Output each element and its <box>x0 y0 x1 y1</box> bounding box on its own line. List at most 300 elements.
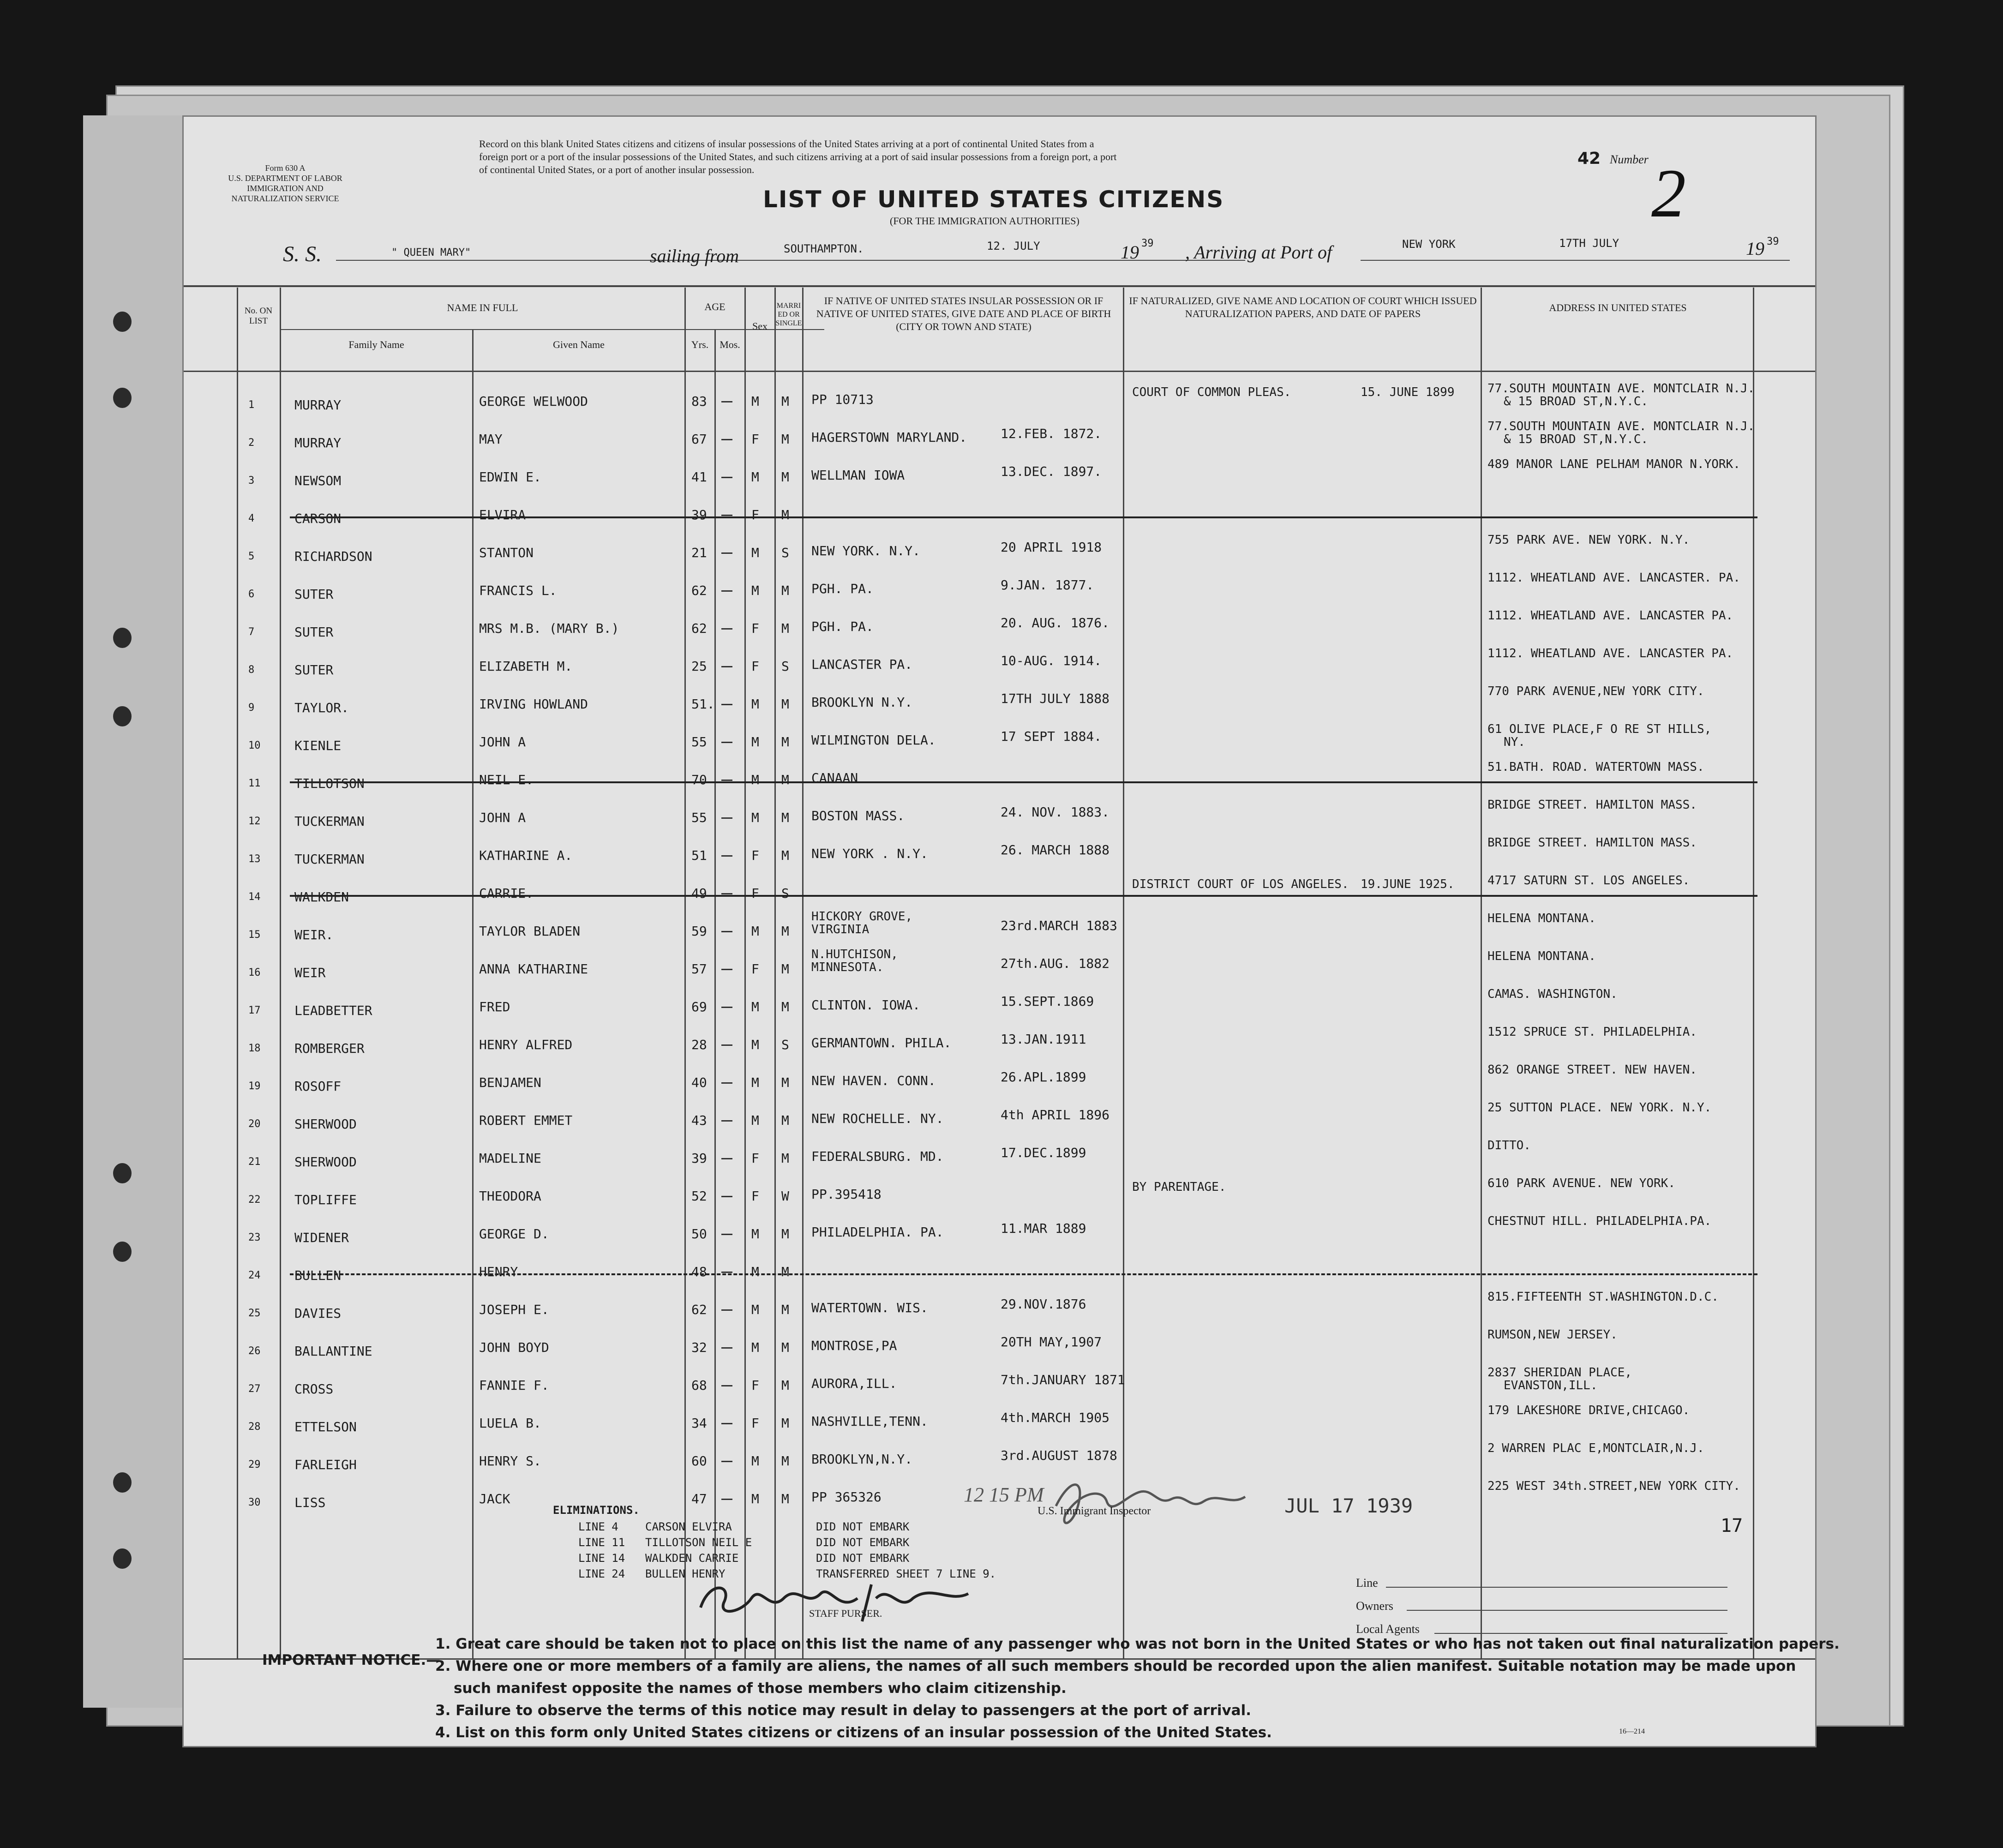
given-name: ROBERT EMMET <box>479 1113 573 1128</box>
given-name: JOHN A <box>479 734 526 750</box>
row-number: 19 <box>248 1080 261 1092</box>
birth-place: WELLMAN IOWA <box>811 468 905 483</box>
family-name: WALKDEN <box>294 889 349 905</box>
row-number: 27 <box>248 1383 261 1395</box>
family-name: TOPLIFFE <box>294 1192 357 1207</box>
sex: M <box>751 1453 759 1469</box>
row-number: 25 <box>248 1308 261 1319</box>
given-name: GEORGE D. <box>479 1226 549 1242</box>
birth-place: N.HUTCHISON, <box>811 948 898 961</box>
given-name: HENRY <box>479 1264 518 1279</box>
sailing-from-label: sailing from <box>650 246 739 266</box>
row-number: 20 <box>248 1118 261 1130</box>
family-name: SUTER <box>294 624 334 640</box>
family-name: RICHARDSON <box>294 549 372 564</box>
months-dash <box>721 817 732 819</box>
list-number: 42 <box>1577 149 1601 168</box>
address: HELENA MONTANA. <box>1487 949 1596 963</box>
address: 862 ORANGE STREET. NEW HAVEN. <box>1487 1063 1697 1077</box>
sex: F <box>751 961 759 977</box>
birth-place: NEW YORK . N.Y. <box>811 846 928 861</box>
birth-place: GERMANTOWN. PHILA. <box>811 1035 952 1050</box>
address: 51.BATH. ROAD. WATERTOWN MASS. <box>1487 760 1704 774</box>
name-age-subrule <box>280 329 824 330</box>
family-name: WEIR <box>294 965 326 980</box>
birth-date: 29.NOV.1876 <box>1001 1296 1086 1312</box>
marital-status: M <box>781 507 789 522</box>
marital-status: M <box>781 432 789 447</box>
col-rule <box>744 288 746 1658</box>
family-name: ETTELSON <box>294 1419 357 1434</box>
row-number: 9 <box>248 702 255 714</box>
inspector-stamp-date: JUL 17 1939 <box>1284 1494 1413 1517</box>
address-line-2: & 15 BROAD ST,N.Y.C. <box>1504 395 1649 408</box>
family-name: TILLOTSON <box>294 776 365 791</box>
sex: M <box>751 394 759 409</box>
row-number: 1 <box>248 399 255 411</box>
months-dash <box>721 1044 732 1046</box>
sex: M <box>751 924 759 939</box>
address: 77.SOUTH MOUNTAIN AVE. MONTCLAIR N.J. <box>1487 420 1755 433</box>
given-name: ELVIRA <box>479 507 526 522</box>
family-name: BULLEN <box>294 1268 342 1283</box>
marital-status: M <box>781 1378 789 1393</box>
age-years: 60 <box>691 1453 707 1469</box>
age-years: 62 <box>691 1302 707 1317</box>
given-name: FRANCIS L. <box>479 583 557 598</box>
age-years: 49 <box>691 886 707 901</box>
row-number: 21 <box>248 1156 261 1168</box>
age-years: 39 <box>691 1151 707 1166</box>
instructions-line-2: foreign port or a port of the insular possessions of the United States, and such citizens arriving at a port of said insular possessions from a foreign port, a port <box>479 151 1117 162</box>
col-rule <box>1123 288 1124 1658</box>
marital-status: M <box>781 621 789 636</box>
notice-heading: IMPORTANT NOTICE.— <box>262 1652 441 1668</box>
address: HELENA MONTANA. <box>1487 912 1596 925</box>
family-name: TUCKERMAN <box>294 814 365 829</box>
birth-place: NEW ROCHELLE. NY. <box>811 1111 944 1126</box>
punch-hole <box>113 1472 132 1493</box>
age-years: 51 <box>691 848 707 863</box>
sex: M <box>751 1340 759 1355</box>
marital-status: M <box>781 999 789 1014</box>
instructions-line-3: of continental United States, or a port of another insular possession. <box>479 164 755 175</box>
birth-date: 7th.JANUARY 1871 <box>1001 1372 1125 1387</box>
owners-label: Owners <box>1356 1599 1393 1613</box>
months-dash <box>721 742 732 743</box>
col-header-family-name: Family Name <box>348 339 404 350</box>
notice-item-4: 4. List on this form only United States citizens or citizens of an insular possession of the United States. <box>435 1724 1272 1741</box>
months-dash <box>721 439 732 440</box>
family-name: NEWSOM <box>294 473 342 488</box>
age-years: 83 <box>691 394 707 409</box>
age-years: 59 <box>691 924 707 939</box>
punch-hole <box>113 706 132 726</box>
family-name: DAVIES <box>294 1306 342 1321</box>
ship-name: " QUEEN MARY" <box>391 247 471 258</box>
birth-place: FEDERALSBURG. MD. <box>811 1149 944 1164</box>
age-years: 51. <box>691 696 715 712</box>
age-years: 21 <box>691 545 707 560</box>
table-header-bottom <box>184 371 1815 372</box>
address: BRIDGE STREET. HAMILTON MASS. <box>1487 836 1697 850</box>
family-name: CROSS <box>294 1381 334 1397</box>
address: 770 PARK AVENUE,NEW YORK CITY. <box>1487 684 1704 698</box>
address: 1112. WHEATLAND AVE. LANCASTER PA. <box>1487 609 1733 623</box>
handwritten-sheet-number: 2 <box>1651 155 1686 232</box>
address: RUMSON,NEW JERSEY. <box>1487 1328 1618 1342</box>
address: 815.FIFTEENTH ST.WASHINGTON.D.C. <box>1487 1290 1719 1304</box>
family-name: SUTER <box>294 587 334 602</box>
sex: M <box>751 772 759 787</box>
sex: F <box>751 1378 759 1393</box>
months-dash <box>721 477 732 478</box>
row-number: 28 <box>248 1421 261 1433</box>
family-name: BALLANTINE <box>294 1344 372 1359</box>
year-suffix: 39 <box>1141 238 1154 249</box>
age-years: 43 <box>691 1113 707 1128</box>
marital-status: S <box>781 1037 789 1052</box>
age-years: 62 <box>691 583 707 598</box>
col-header-married-single: MARRIED OR SINGLE <box>775 302 802 327</box>
sex: F <box>751 886 759 901</box>
address: 2837 SHERIDAN PLACE, <box>1487 1366 1632 1380</box>
family-name: FARLEIGH <box>294 1457 357 1472</box>
months-dash <box>721 1007 732 1008</box>
birth-date: 11.MAR 1889 <box>1001 1221 1086 1236</box>
birth-place: PHILADELPHIA. PA. <box>811 1224 944 1240</box>
col-header-address: ADDRESS IN UNITED STATES <box>1549 302 1687 313</box>
sex: F <box>751 659 759 674</box>
age-years: 48 <box>691 1264 707 1279</box>
col-header-naturalized: IF NATURALIZED, GIVE NAME AND LOCATION OF COURT WHICH ISSUED NATURALIZATION PAPERS, AND DATE OF PAPERS <box>1129 295 1477 319</box>
address: BRIDGE STREET. HAMILTON MASS. <box>1487 798 1697 812</box>
birth-date: 17.DEC.1899 <box>1001 1145 1086 1160</box>
given-name: CARRIE. <box>479 886 534 901</box>
address-line-2: EVANSTON,ILL. <box>1504 1379 1598 1392</box>
address: 4717 SATURN ST. LOS ANGELES. <box>1487 874 1690 888</box>
months-dash <box>721 1423 732 1424</box>
address: 179 LAKESHORE DRIVE,CHICAGO. <box>1487 1404 1690 1417</box>
table-top-border <box>184 285 1815 287</box>
given-name: MRS M.B. (MARY B.) <box>479 621 619 636</box>
address: 1112. WHEATLAND AVE. LANCASTER PA. <box>1487 647 1733 660</box>
punch-hole <box>113 628 132 648</box>
row-number: 2 <box>248 437 255 449</box>
notice-item-2-cont: such manifest opposite the names of those members who claim citizenship. <box>454 1680 1067 1697</box>
marital-status: M <box>781 696 789 712</box>
punch-hole <box>113 388 132 408</box>
col-rule <box>802 288 804 1658</box>
naturalization-date: 19.JUNE 1925. <box>1361 877 1455 891</box>
marital-status: M <box>781 810 789 825</box>
sex: M <box>751 696 759 712</box>
birth-date: 23rd.MARCH 1883 <box>1001 918 1117 933</box>
number-label: Number <box>1610 153 1649 166</box>
age-years: 39 <box>691 507 707 522</box>
address: 1112. WHEATLAND AVE. LANCASTER. PA. <box>1487 571 1740 585</box>
birth-place: BOSTON MASS. <box>811 808 905 823</box>
given-name: LUELA B. <box>479 1416 541 1431</box>
address: 1512 SPRUCE ST. PHILADELPHIA. <box>1487 1025 1697 1039</box>
given-name: ELIZABETH M. <box>479 659 573 674</box>
row-number: 3 <box>248 475 255 486</box>
given-name: IRVING HOWLAND <box>479 696 588 712</box>
row-number: 16 <box>248 967 261 978</box>
sex: M <box>751 999 759 1014</box>
family-name: WIDENER <box>294 1230 349 1245</box>
birth-date: 26. MARCH 1888 <box>1001 842 1110 858</box>
age-years: 57 <box>691 961 707 977</box>
naturalization-court: BY PARENTAGE. <box>1132 1180 1226 1194</box>
months-dash <box>721 855 732 857</box>
birth-place: PP 10713 <box>811 392 874 407</box>
sex: M <box>751 1264 759 1279</box>
col-rule <box>1753 288 1754 1658</box>
sex: M <box>751 734 759 750</box>
department: U.S. DEPARTMENT OF LABOR <box>228 174 342 183</box>
months-dash <box>721 1082 732 1084</box>
given-name: NEIL E. <box>479 772 534 787</box>
sex: M <box>751 1226 759 1242</box>
col-header-yrs: Yrs. <box>691 339 709 350</box>
owners-underline <box>1407 1610 1727 1611</box>
marital-status: S <box>781 659 789 674</box>
given-name: HENRY S. <box>479 1453 541 1469</box>
date-from: 12. JULY <box>987 240 1040 252</box>
marital-status: M <box>781 772 789 787</box>
notice-item-2: 2. Where one or more members of a family are aliens, the names of all such members should be recorded upon the alien manifest. Suitable notation may be made upon <box>435 1658 1796 1674</box>
eliminations-heading: ELIMINATIONS. <box>553 1504 640 1517</box>
port-underline <box>742 260 1245 261</box>
marital-status: M <box>781 1416 789 1431</box>
family-name: MURRAY <box>294 397 342 413</box>
row-number: 13 <box>248 853 261 865</box>
strike-through-line <box>290 516 1757 518</box>
months-dash <box>721 1158 732 1159</box>
address: 25 SUTTON PLACE. NEW YORK. N.Y. <box>1487 1101 1712 1115</box>
address: 2 WARREN PLAC E,MONTCLAIR,N.J. <box>1487 1441 1704 1455</box>
row-number: 8 <box>248 664 255 676</box>
notice-item-3: 3. Failure to observe the terms of this notice may result in delay to passengers at the port of arrival. <box>435 1702 1251 1719</box>
birth-place: BROOKLYN,N.Y. <box>811 1452 913 1467</box>
agents-label: Local Agents <box>1356 1622 1420 1636</box>
family-name: MURRAY <box>294 435 342 450</box>
age-years: 25 <box>691 659 707 674</box>
given-name: JACK <box>479 1491 510 1506</box>
row-number: 24 <box>248 1270 261 1281</box>
strike-through-line <box>290 781 1757 783</box>
family-name: KIENLE <box>294 738 342 753</box>
given-name: FRED <box>479 999 510 1014</box>
age-years: 70 <box>691 772 707 787</box>
months-dash <box>721 1234 732 1235</box>
col-rule <box>472 329 474 1658</box>
birth-place: HICKORY GROVE, <box>811 910 913 924</box>
elimination-note: TRANSFERRED SHEET 7 LINE 9. <box>816 1567 996 1580</box>
col-header-age: AGE <box>704 301 726 312</box>
passenger-count: 17 <box>1721 1515 1743 1536</box>
given-name: HENRY ALFRED <box>479 1037 573 1052</box>
naturalization-court: DISTRICT COURT OF LOS ANGELES. <box>1132 877 1349 891</box>
months-dash <box>721 552 732 554</box>
age-years: 50 <box>691 1226 707 1242</box>
row-number: 6 <box>248 588 255 600</box>
birth-date: 9.JAN. 1877. <box>1001 577 1094 593</box>
row-number: 12 <box>248 816 261 827</box>
year-suffix-2: 39 <box>1767 236 1779 247</box>
row-number: 22 <box>248 1194 261 1206</box>
sex: F <box>751 621 759 636</box>
marital-status: M <box>781 394 789 409</box>
manifest-form <box>182 115 1840 1747</box>
family-name: ROMBERGER <box>294 1041 365 1056</box>
given-name: MADELINE <box>479 1151 541 1166</box>
row-number: 14 <box>248 891 261 903</box>
col-rule <box>714 329 716 1658</box>
given-name: THEODORA <box>479 1188 541 1204</box>
elimination-name: WALKDEN CARRIE <box>645 1552 739 1565</box>
birth-place: NASHVILLE,TENN. <box>811 1414 928 1429</box>
birth-place: CANAAN <box>811 770 858 786</box>
elimination-name: BULLEN HENRY <box>645 1567 726 1580</box>
marital-status: S <box>781 886 789 901</box>
age-years: 32 <box>691 1340 707 1355</box>
sex: F <box>751 848 759 863</box>
birth-place: NEW YORK. N.Y. <box>811 543 921 558</box>
row-number: 29 <box>248 1459 261 1470</box>
birth-date: 12.FEB. 1872. <box>1001 426 1102 441</box>
birth-date: 20. AUG. 1876. <box>1001 615 1110 630</box>
birth-date: 10-AUG. 1914. <box>1001 653 1102 668</box>
col-header-name-in-full: NAME IN FULL <box>447 302 518 313</box>
col-rule <box>280 288 281 1658</box>
family-name: CARSON <box>294 511 342 526</box>
arriving-label: , Arriving at Port of <box>1185 242 1332 263</box>
row-number: 17 <box>248 1005 261 1016</box>
birth-date: 20 APRIL 1918 <box>1001 540 1102 555</box>
age-years: 52 <box>691 1188 707 1204</box>
sex: F <box>751 432 759 447</box>
birth-date: 27th.AUG. 1882 <box>1001 956 1110 971</box>
address: DITTO. <box>1487 1139 1531 1152</box>
line-label: Line <box>1356 1576 1378 1590</box>
marital-status: M <box>781 1302 789 1317</box>
family-name: SHERWOOD <box>294 1116 357 1132</box>
address: 755 PARK AVE. NEW YORK. N.Y. <box>1487 533 1690 547</box>
months-dash <box>721 893 732 894</box>
sex: M <box>751 1113 759 1128</box>
row-number: 5 <box>248 551 255 562</box>
birth-date: 3rd.AUGUST 1878 <box>1001 1448 1117 1463</box>
months-dash <box>721 590 732 592</box>
sex: M <box>751 1491 759 1506</box>
elimination-name: CARSON ELVIRA <box>645 1520 732 1533</box>
punch-hole <box>113 1242 132 1262</box>
family-name: SHERWOOD <box>294 1154 357 1170</box>
age-years: 47 <box>691 1491 707 1506</box>
marital-status: M <box>781 1491 789 1506</box>
birth-date: 20TH MAY,1907 <box>1001 1334 1102 1350</box>
months-dash <box>721 666 732 667</box>
sex: M <box>751 1037 759 1052</box>
row-number: 26 <box>248 1345 261 1357</box>
given-name: KATHARINE A. <box>479 848 573 863</box>
months-dash <box>721 1499 732 1500</box>
birth-date: 4th.MARCH 1905 <box>1001 1410 1110 1425</box>
row-number: 10 <box>248 740 261 751</box>
months-dash <box>721 1461 732 1462</box>
address-line-2: NY. <box>1504 735 1525 749</box>
birth-date: 15.SEPT.1869 <box>1001 994 1094 1009</box>
marital-status: M <box>781 1453 789 1469</box>
address: 77.SOUTH MOUNTAIN AVE. MONTCLAIR N.J. <box>1487 382 1755 396</box>
family-name: SUTER <box>294 662 334 678</box>
given-name: TAYLOR BLADEN <box>479 924 581 939</box>
punch-hole <box>113 1163 132 1183</box>
marital-status: M <box>781 1226 789 1242</box>
punch-hole <box>113 1548 132 1569</box>
date-arrival: 17TH JULY <box>1559 237 1619 250</box>
address: CAMAS. WASHINGTON. <box>1487 987 1618 1001</box>
family-name: TUCKERMAN <box>294 852 365 867</box>
elimination-line-no: LINE 14 <box>578 1552 625 1565</box>
punch-hole <box>113 312 132 332</box>
birth-place: PP 365326 <box>811 1489 882 1505</box>
col-rule <box>684 288 686 1658</box>
purser-label: STAFF PURSER. <box>809 1608 882 1619</box>
year-prefix: 19 <box>1121 242 1139 263</box>
birth-place: WILMINGTON DELA. <box>811 732 936 748</box>
elimination-line-no: LINE 11 <box>578 1536 625 1549</box>
address: 61 OLIVE PLACE,F O RE ST HILLS, <box>1487 722 1712 736</box>
family-name: LEADBETTER <box>294 1003 372 1018</box>
birth-place: LANCASTER PA. <box>811 657 913 672</box>
arrival-underline <box>1361 260 1790 261</box>
marital-status: M <box>781 583 789 598</box>
marital-status: M <box>781 1113 789 1128</box>
address: 225 WEST 34th.STREET,NEW YORK CITY. <box>1487 1479 1740 1493</box>
form-id-block <box>225 163 345 204</box>
marital-status: M <box>781 1075 789 1090</box>
marital-status: M <box>781 961 789 977</box>
given-name: GEORGE WELWOOD <box>479 394 588 409</box>
col-rule <box>237 288 238 1658</box>
row-number: 4 <box>248 513 255 524</box>
service: IMMIGRATION AND NATURALIZATION SERVICE <box>231 184 339 203</box>
birth-place: WATERTOWN. WIS. <box>811 1300 928 1315</box>
address-line-2: & 15 BROAD ST,N.Y.C. <box>1504 432 1649 446</box>
family-name: LISS <box>294 1495 326 1510</box>
age-years: 62 <box>691 621 707 636</box>
elimination-note: DID NOT EMBARK <box>816 1536 910 1549</box>
col-header-given-name: Given Name <box>553 339 605 350</box>
col-header-birth: IF NATIVE OF UNITED STATES INSULAR POSSESSION OR IF NATIVE OF UNITED STATES, GIVE DATE AND PLACE OF BIRTH (CITY OR TOWN AND STATE) <box>816 295 1111 332</box>
birth-date: 13.JAN.1911 <box>1001 1032 1086 1047</box>
line-underline <box>1386 1587 1727 1588</box>
given-name: JOHN A <box>479 810 526 825</box>
row-number: 7 <box>248 626 255 638</box>
birth-date: 24. NOV. 1883. <box>1001 804 1110 820</box>
given-name: JOHN BOYD <box>479 1340 549 1355</box>
months-dash <box>721 628 732 630</box>
form-id: Form 630 A <box>265 163 306 173</box>
months-dash <box>721 931 732 932</box>
port-from: SOUTHAMPTON. <box>784 242 864 255</box>
given-name: JOSEPH E. <box>479 1302 549 1317</box>
given-name: EDWIN E. <box>479 469 541 485</box>
birth-place: PGH. PA. <box>811 619 874 634</box>
